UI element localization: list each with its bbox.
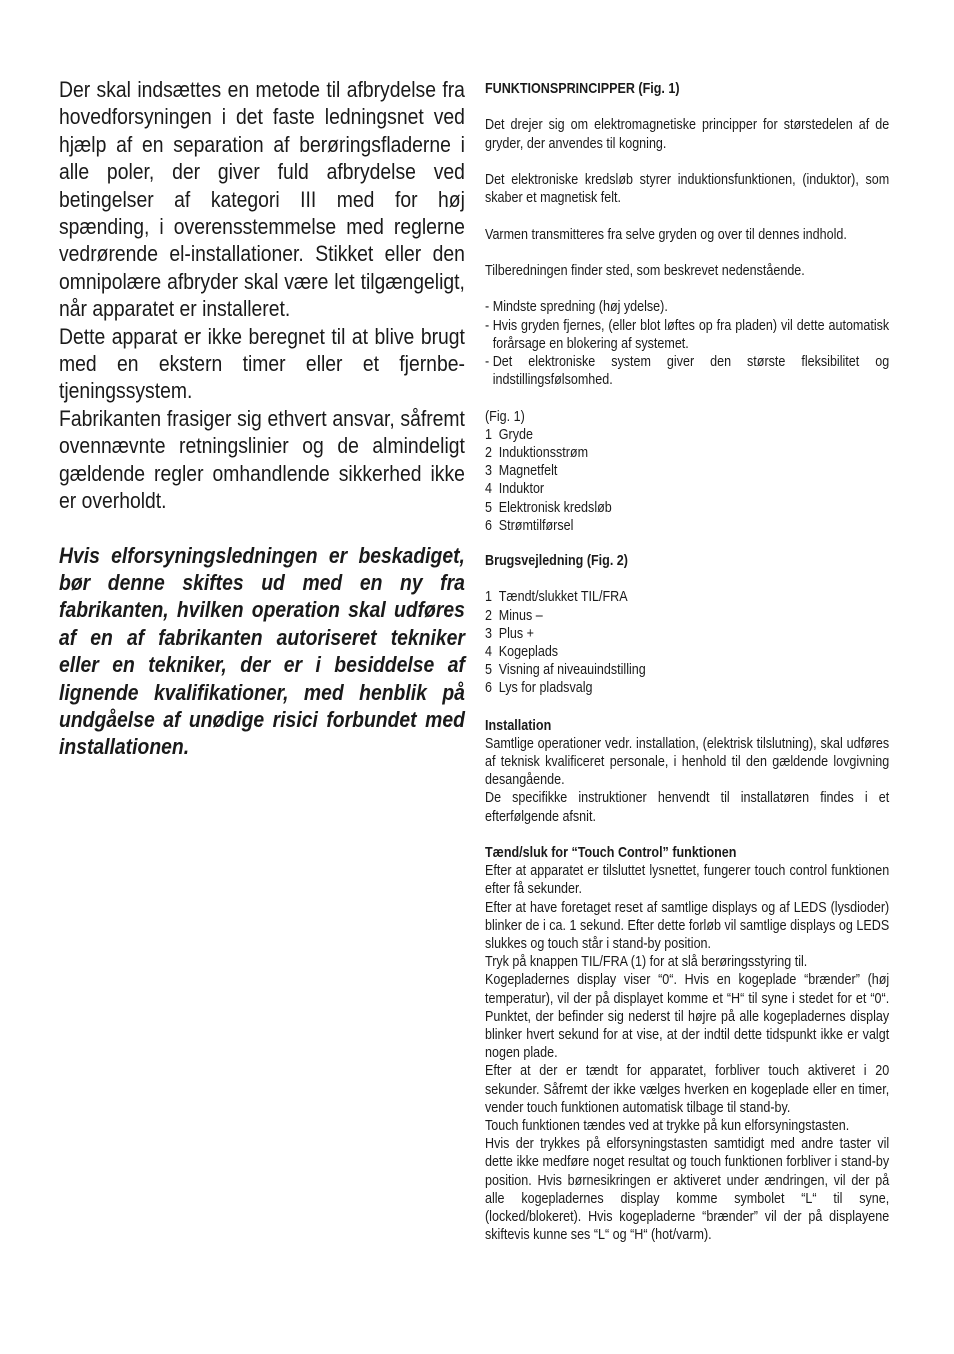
list-item: 6 Lys for pladsvalg [485, 680, 593, 697]
list-item: 3 Plus + [485, 625, 534, 642]
list-item: 1 Gryde [485, 426, 533, 443]
list-item: 1 Tændt/slukket TIL/FRA [485, 589, 628, 606]
left-column [59, 76, 465, 761]
list-item: 2 Minus – [485, 607, 543, 624]
list-item: 6 Strømtilførsel [485, 517, 574, 534]
heading-brugsvejledning: Brugsvejledning (Fig. 2) [485, 552, 628, 569]
paragraph-touch: Hvis der trykkes på elforsyningstasten samtidigt med andre taster vil dette ikke medføre noget resultat og touch funktionen forbliver i stand-by position. Hvis børnesikringen er aktiveret under ændringen, vil der på alle kogepladernes display komme symbolet “L“ til syne, (locked/blokeret). Hvis kogepladerne “brænder” vil der på displayene skiftevis kunne ses “L“ og “H“ (hot/varm). [485, 1136, 890, 1244]
list-item: 5 Visning af niveauindstilling [485, 662, 646, 679]
paragraph-preparation: Tilberedningen finder sted, som beskrevet nedenstående. [485, 262, 805, 279]
list-item: 2 Induktionsstrøm [485, 444, 589, 461]
paragraph-installation: Samtlige operationer vedr. installation, (elektrisk tilslutning), skal udføres af teknisk kvalificeret personale, i henhold til den gældende lovgivning desangående. [485, 735, 890, 789]
list-item: - Mindste spredning (høj ydelse). [485, 299, 668, 316]
heading-installation: Installation [485, 717, 552, 734]
paragraph-touch: Efter at apparatet er tilsluttet lysnettet, fungerer touch control funktionen efter få sekunder. [485, 863, 890, 898]
list-item: - Det elektroniske system giver den største fleksibilitet og indstillingsfølsomhed. [485, 353, 890, 389]
paragraph-heat: Varmen transmitteres fra selve gryden og over til dennes indhold. [485, 226, 847, 243]
paragraph-touch: Kogepladernes display viser “0“. Hvis en kogeplade “brænder” (høj temperatur), vil der på displayet komme et “H“ til syne i stedet for et “0“. Punktet, der befinder sig nederst til højre på alle kogepladernes display blinker hvert sekund for at vise, at der indtil dette tidspunkt ikke er valgt nogen plade. [485, 972, 890, 1062]
right-column [485, 80, 889, 1244]
paragraph-circuit: Det elektroniske kredsløb styrer induktionsfunktionen, (induktor), som skaber et magnetisk felt. [485, 171, 890, 207]
list-item: 4 Kogeplads [485, 643, 559, 660]
list-item: 4 Induktor [485, 481, 545, 498]
list-item: - Hvis gryden fjernes, (eller blot løftes op fra pladen) vil dette automatisk forårsage en blokering af systemet. [485, 317, 890, 352]
paragraph-touch: Tryk på knappen TIL/FRA (1) for at slå berøringsstyring til. [485, 954, 808, 971]
fig1-label: (Fig. 1) [485, 408, 525, 425]
paragraph-touch: Touch funktionen tændes ved at trykke på kun elforsyningstasten. [485, 1118, 850, 1135]
paragraph-installation-instructions: De specifikke instruktioner henvendt til installatøren findes i et efterfølgende afsnit. [485, 790, 890, 825]
list-item: 3 Magnetfelt [485, 463, 558, 480]
list-item: 5 Elektronisk kredsløb [485, 499, 612, 516]
paragraph-liability: Fabrikanten frasiger sig ethvert ansvar, såfremt ovennævnte retningslinier og de almindeligt gældende regler omhandlende sikkerhed ikke er overholdt. [59, 405, 465, 514]
paragraph-principles: Det drejer sig om elektromagnetiske principper for størstedelen af de gryder, der anvendes til kogning. [485, 117, 890, 152]
paragraph-touch: Efter at der er tændt for apparatet, forbliver touch aktiveret i 20 sekunder. Såfremt der ikke vælges hverken en kogeplade eller en timer, vender touch funktionen automatisk tilbage til stand-by. [485, 1063, 890, 1116]
heading-touch-control: Tænd/sluk for “Touch Control” funktionen [485, 845, 737, 861]
paragraph-touch: Efter at have foretaget reset af samtlige displays og af LEDS (lysdioder) blinker de i ca. 1 sekund. Efter dette forløb vil samtlige displays og LEDS slukkes og touch står i stand-by position. [485, 899, 890, 953]
heading-funktionsprincipper: FUNKTIONSPRINCIPPER (Fig. 1) [485, 81, 680, 97]
paragraph-disconnection: Der skal indsættes en metode til afbrydelse fra hovedforsyningen i det faste ledningsnet ved hjælp af en separation af berøringsfladerne i alle poler, der giver fuld afbrydelse ved betingelser af kategori III med for høj spænding, i overensstemmelse med reglerne vedrørende el-installationer. Stikket eller den omnipolære afbryder skal være let tilgængeligt, når apparatet er installeret. [59, 77, 465, 322]
paragraph-timer: Dette apparat er ikke beregnet til at blive brugt med en ekstern timer eller et fjernbetjeningssystem. [59, 323, 465, 404]
warning-supply-cable: Hvis elforsyningsledningen er beskadiget, bør denne skiftes ud med en ny fra fabrikanten, hvilken operation skal udføres af en af fabrikanten autoriseret tekniker eller en tekniker, der er i besiddelse af lignende kvalifikationer, med henblik på undgåelse af unødige risici forbundet med installationen. [59, 542, 465, 760]
